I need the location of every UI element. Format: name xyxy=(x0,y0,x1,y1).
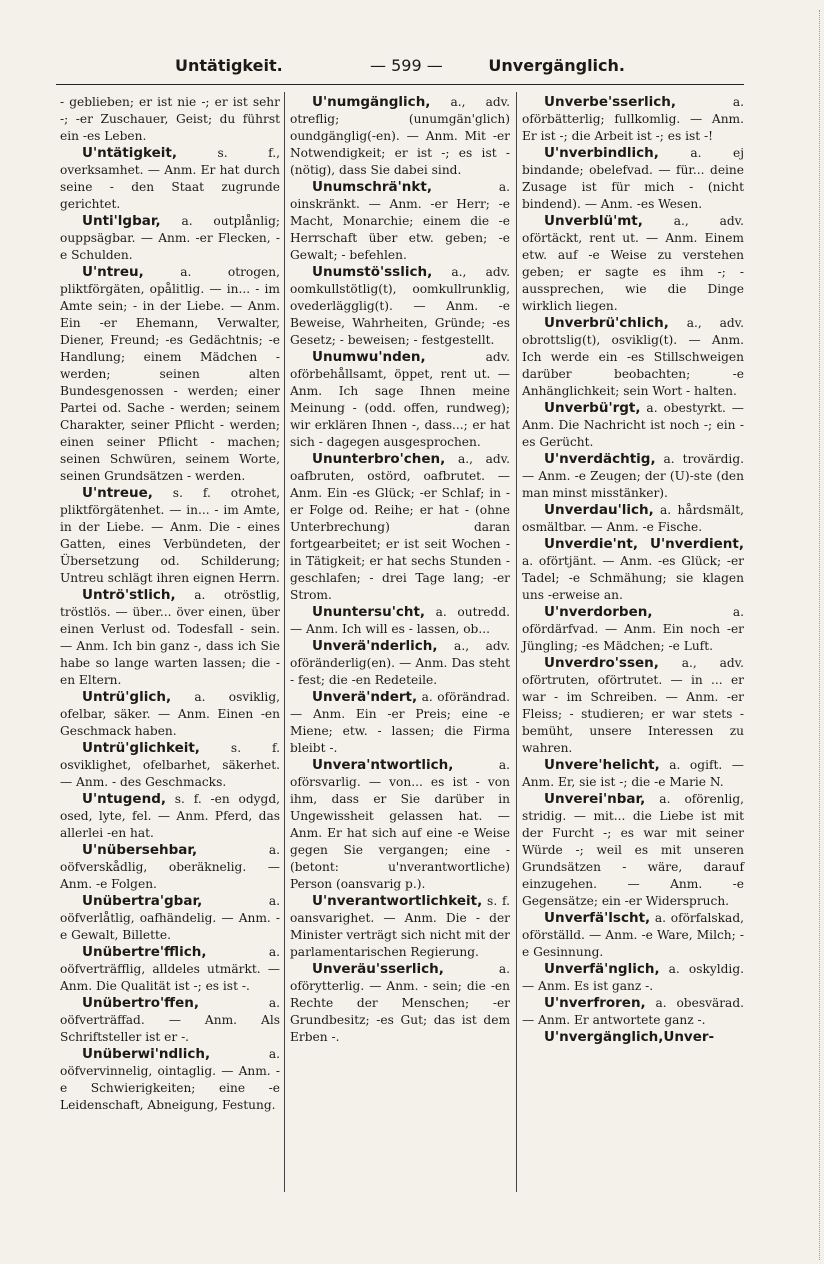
page-edge xyxy=(816,10,820,1260)
entry-headword: Unverblü'mt, xyxy=(544,213,643,229)
entry-headword: U'numgänglich, xyxy=(312,94,431,110)
entry-definition: a. hårdsmält, osmältbar. — Anm. -e Fische. xyxy=(522,503,744,534)
dictionary-entry xyxy=(522,910,744,961)
page-number: — 599 — xyxy=(370,56,443,75)
running-header xyxy=(175,56,625,82)
entry-definition: a. oförtjänt. — Anm. -es Glück; -er Tadel; -e Schmähung; sie klagen uns -erweise an. xyxy=(522,554,744,602)
dictionary-entry xyxy=(522,213,744,315)
entry-definition: a. obesvärad. — Anm. Er antwortete ganz -. xyxy=(522,996,744,1027)
entry-headword: Unverfä'nglich, xyxy=(544,961,660,977)
dictionary-entry xyxy=(290,94,510,179)
entry-definition: a., adv. oförtruten, oförtrutet. — in ... er war - im Schreiben. — Anm. -er Fleiss; - studieren; er war stets - bemüht, unsere Interessen zu wahren. xyxy=(522,656,744,755)
dictionary-entry xyxy=(60,485,280,587)
entry-headword: Unverbrü'chlich, xyxy=(544,315,669,331)
dictionary-entry xyxy=(60,893,280,944)
entry-definition: a. oöfverlåtlig, oafhändelig. — Anm. -e Gewalt, Billette. xyxy=(60,894,280,942)
entry-definition: a. ofördärfvad. — Anm. Ein noch -er Jüngling; -es Mädchen; -e Luft. xyxy=(522,605,744,653)
entry-definition: a., adv. oafbruten, ostörd, oafbrutet. — Anm. Ein -es Glück; -er Schlaf; in -er Folge od. Reihe; er hat - (ohne Unterbrechung) daran fortgearbeitet; er ist seit Wochen - in Tätigkeit; er hat sechs Stunden - geschlafen; - drei Tage lang; -er Strom. xyxy=(290,452,510,602)
entry-definition: a. oförändrad. — Anm. Ein -er Preis; eine -e Miene; etw. - lassen; die Firma bleibt -. xyxy=(290,690,510,755)
entry-definition: a. oförbätterlig; fullkomlig. — Anm. Er ist -; die Arbeit ist -; es ist -! xyxy=(522,95,744,143)
entry-headword: Unüberwi'ndlich, xyxy=(82,1046,211,1062)
entry-definition: a. oförsvarlig. — von... es ist - von ihm, dass er Sie darüber in Ungewissheit gelassen hat. — Anm. Er hat sich auf eine -e Weise gegen Sie vergangen; eine - (betont: u'nverantwortliche) Person (oansvarig p.). xyxy=(290,758,510,891)
dictionary-entry xyxy=(60,689,280,740)
dictionary-entry xyxy=(60,213,280,264)
column-2 xyxy=(290,94,510,1046)
entry-definition: a. oöfverträfflig, alldeles utmärkt. — Anm. Die Qualität ist -; es ist -. xyxy=(60,945,280,993)
entry-headword: Unumwu'nden, xyxy=(312,349,426,365)
entry-definition: a., adv. obrottslig(t), osviklig(t). — Anm. Ich werde ein -es Stillschweigen darüber beobachten; -e Anhänglichkeit; sein Wort - halten. xyxy=(522,316,744,398)
entry-headword: U'nverdorben, xyxy=(544,604,653,620)
entry-headword: Unverdau'lich, xyxy=(544,502,654,518)
dictionary-entry xyxy=(60,995,280,1046)
dictionary-entry xyxy=(522,961,744,995)
dictionary-entry xyxy=(290,179,510,264)
dictionary-entry xyxy=(522,315,744,400)
entry-definition: s. f., overksamhet. — Anm. Er hat durch seine - den Staat zugrunde gerichtet. xyxy=(60,146,280,211)
dictionary-entry xyxy=(522,604,744,655)
entry-definition: a. outredd. — Anm. Ich will es - lassen, ob... xyxy=(290,605,510,636)
header-right-keyword: Unvergänglich. xyxy=(488,56,625,75)
entry-headword: Unverä'nderlich, xyxy=(312,638,438,654)
entry-headword: Ununterbro'chen, xyxy=(312,451,446,467)
entry-headword: Unumstö'sslich, xyxy=(312,264,433,280)
entry-headword: Unti'lgbar, xyxy=(82,213,161,229)
entry-definition: a. oöfverträffad. — Anm. Als Schriftsteller ist er -. xyxy=(60,996,280,1044)
entry-definition: a. otrogen, pliktförgäten, opålitlig. — in... - im Amte sein; - in der Liebe. — Anm. Ein -er Ehemann, Verwalter, Diener, Freund; -es Gedächtnis; -e Handlung; einem Mädchen - werden; seinen alten Bundesgenossen - werden; einer Partei od. Sache - werden; seinem Charakter, seiner Pflicht - werden; einen seiner Pflicht - machen; seinen Schwüren, seinem Worte, seinen Grundsätzen - werden. xyxy=(60,265,280,483)
entry-definition: a. ej bindande; obelefvad. — für... deine Zusage ist für mich - (nicht bindend). — Anm. -es Wesen. xyxy=(522,146,744,211)
entry-headword: U'nverdächtig, xyxy=(544,451,656,467)
dictionary-entry xyxy=(60,1046,280,1114)
entry-definition: a. oförytterlig. — Anm. - sein; die -en Rechte der Menschen; -er Grundbesitz; -es Gut; das ist dem Erben -. xyxy=(290,962,510,1044)
entry-headword: U'ntreue, xyxy=(82,485,153,501)
entry-definition: a. obestyrkt. — Anm. Die Nachricht ist noch -; ein -es Gerücht. xyxy=(522,401,744,449)
entry-definition: a., adv. oföränderlig(en). — Anm. Das steht - fest; die -en Redeteile. xyxy=(290,639,510,687)
entry-headword: Unverfä'lscht, xyxy=(544,910,651,926)
dictionary-entry xyxy=(60,94,280,145)
entry-headword: Ununtersu'cht, xyxy=(312,604,426,620)
entry-headword: Unverä'ndert, xyxy=(312,689,418,705)
dictionary-entry xyxy=(60,587,280,689)
entry-headword: Unveräu'sserlich, xyxy=(312,961,444,977)
dictionary-entry xyxy=(60,791,280,842)
dictionary-entry xyxy=(290,264,510,349)
entry-definition: a. oöfvervinnelig, ointaglig. — Anm. -e Schwierigkeiten; eine -e Leidenschaft, Abneigung, Festung. xyxy=(60,1047,280,1112)
entry-definition: s. f. oansvarighet. — Anm. Die - der Minister verträgt sich nicht mit der parlamentarischen Regierung. xyxy=(290,894,510,959)
dictionary-entry xyxy=(522,536,744,604)
entry-headword: Unvera'ntwortlich, xyxy=(312,757,454,773)
dictionary-entry xyxy=(60,944,280,995)
dictionary-entry xyxy=(522,995,744,1029)
entry-headword: U'ntreu, xyxy=(82,264,144,280)
entry-definition: a. otröstlig, tröstlös. — über... över einen, über einen Verlust od. Todesfall - sein. — Anm. Ich bin ganz -, dass ich Sie habe so lange warten lassen; die -en Eltern. xyxy=(60,588,280,687)
header-left-keyword: Untätigkeit. xyxy=(175,56,283,75)
header-rule xyxy=(56,84,744,85)
entry-headword: U'ntugend, xyxy=(82,791,166,807)
entry-headword: U'nverbindlich, xyxy=(544,145,659,161)
entry-definition: s. f. -en odygd, osed, lyte, fel. — Anm. Pferd, das allerlei -en hat. xyxy=(60,792,280,840)
entry-headword: Untrü'glich, xyxy=(82,689,172,705)
entry-headword: Unvere'helicht, xyxy=(544,757,660,773)
entry-definition: a. oöfverskådlig, oberäknelig. — Anm. -e Folgen. xyxy=(60,843,280,891)
dictionary-entry xyxy=(60,264,280,485)
entry-headword: U'nvergänglich,Unver- xyxy=(544,1029,715,1045)
column-divider-1 xyxy=(284,92,285,1192)
dictionary-entry xyxy=(290,604,510,638)
dictionary-entry xyxy=(522,451,744,502)
entry-definition: a. oskyldig. — Anm. Es ist ganz -. xyxy=(522,962,744,993)
dictionary-entry xyxy=(522,1029,744,1046)
entry-headword: U'nverantwortlichkeit, xyxy=(312,893,483,909)
entry-headword: Unverdie'nt, U'nverdient, xyxy=(544,536,744,552)
entry-headword: U'nübersehbar, xyxy=(82,842,198,858)
entry-definition: - geblieben; er ist nie -; er ist sehr -; -er Zuschauer, Geist; du führst ein -es Leben. xyxy=(60,95,280,143)
entry-headword: Untrö'stlich, xyxy=(82,587,176,603)
dictionary-entry xyxy=(290,451,510,604)
dictionary-entry xyxy=(290,349,510,451)
dictionary-entry xyxy=(60,740,280,791)
column-3 xyxy=(522,94,744,1046)
dictionary-entry xyxy=(522,145,744,213)
entry-headword: Unübertre'fflich, xyxy=(82,944,207,960)
dictionary-entry xyxy=(290,961,510,1046)
entry-headword: Unverbe'sserlich, xyxy=(544,94,677,110)
entry-headword: Unverdro'ssen, xyxy=(544,655,659,671)
dictionary-entry xyxy=(60,145,280,213)
entry-definition: a. ogift. — Anm. Er, sie ist -; die -e Marie N. xyxy=(522,758,744,789)
entry-definition: a., adv. oomkullstötlig(t), oomkullrunklig, ovederlägglig(t). — Anm. -e Beweise, Wahrheiten, Gründe; -es Gesetz; - beweisen; - festgestellt. xyxy=(290,265,510,347)
entry-headword: U'ntätigkeit, xyxy=(82,145,177,161)
entry-definition: adv. oförbehållsamt, öppet, rent ut. — Anm. Ich sage Ihnen meine Meinung - (odd. offen, rundweg); wir erklären Ihnen -, dass...; er hat sich - dagegen ausgesprochen. xyxy=(290,350,510,449)
column-1 xyxy=(60,94,280,1114)
entry-definition: a. osviklig, ofelbar, säker. — Anm. Einen -en Geschmack haben. xyxy=(60,690,280,738)
dictionary-entry xyxy=(522,400,744,451)
entry-headword: U'nverfroren, xyxy=(544,995,646,1011)
entry-headword: Unübertra'gbar, xyxy=(82,893,203,909)
entry-headword: Unverbü'rgt, xyxy=(544,400,641,416)
entry-headword: Unumschrä'nkt, xyxy=(312,179,432,195)
entry-definition: a., adv. oförtäckt, rent ut. — Anm. Einem etw. auf -e Weise zu verstehen geben; er sagte es ihm -; - aussprechen, wie die Dinge wirklich liegen. xyxy=(522,214,744,313)
dictionary-entry xyxy=(522,94,744,145)
dictionary-entry xyxy=(522,655,744,757)
dictionary-entry xyxy=(522,757,744,791)
dictionary-entry xyxy=(522,502,744,536)
entry-definition: a. oförenlig, stridig. — mit... die Liebe ist mit der Furcht -; es war mit seiner Würde -; weil es mit unseren Grundsätzen - wäre, darauf einzugehen. — Anm. -e Gegensätze; ein -er Widerspruch. xyxy=(522,792,744,908)
dictionary-entry xyxy=(60,842,280,893)
entry-headword: Unverei'nbar, xyxy=(544,791,646,807)
column-divider-2 xyxy=(516,92,517,1192)
dictionary-entry xyxy=(522,791,744,910)
entry-definition: a. oförfalskad, oförställd. — Anm. -e Ware, Milch; -e Gesinnung. xyxy=(522,911,744,959)
entry-headword: Unübertro'ffen, xyxy=(82,995,200,1011)
dictionary-entry xyxy=(290,689,510,757)
entry-definition: s. f. osviklighet, ofelbarhet, säkerhet. — Anm. - des Geschmacks. xyxy=(60,741,280,789)
entry-definition: s. f. otrohet, pliktförgätenhet. — in... - im Amte, in der Liebe. — Anm. Die - eines Gatten, eines Verbündeten, der Übersetzung od. Schilderung; Untreu schlägt ihren eignen Herrn. xyxy=(60,486,280,585)
dictionary-entry xyxy=(290,757,510,893)
dictionary-entry xyxy=(290,638,510,689)
dictionary-entry xyxy=(290,893,510,961)
entry-definition: a. trovärdig. — Anm. -e Zeugen; der (U)-ste (den man minst misstänker). xyxy=(522,452,744,500)
entry-headword: Untrü'glichkeit, xyxy=(82,740,200,756)
entry-definition: a. outplånlig; ouppsägbar. — Anm. -er Flecken, -e Schulden. xyxy=(60,214,280,262)
entry-definition: a. oinskränkt. — Anm. -er Herr; -e Macht, Monarchie; einem die -e Herrschaft über etw. geben; -e Gewalt; - befehlen. xyxy=(290,180,510,262)
entry-definition: a., adv. otreflig; (unumgän'glich) oundgänglig(-en). — Anm. Mit -er Notwendigkeit; er ist -; es ist - (nötig), dass Sie dabei sind. xyxy=(290,95,510,177)
